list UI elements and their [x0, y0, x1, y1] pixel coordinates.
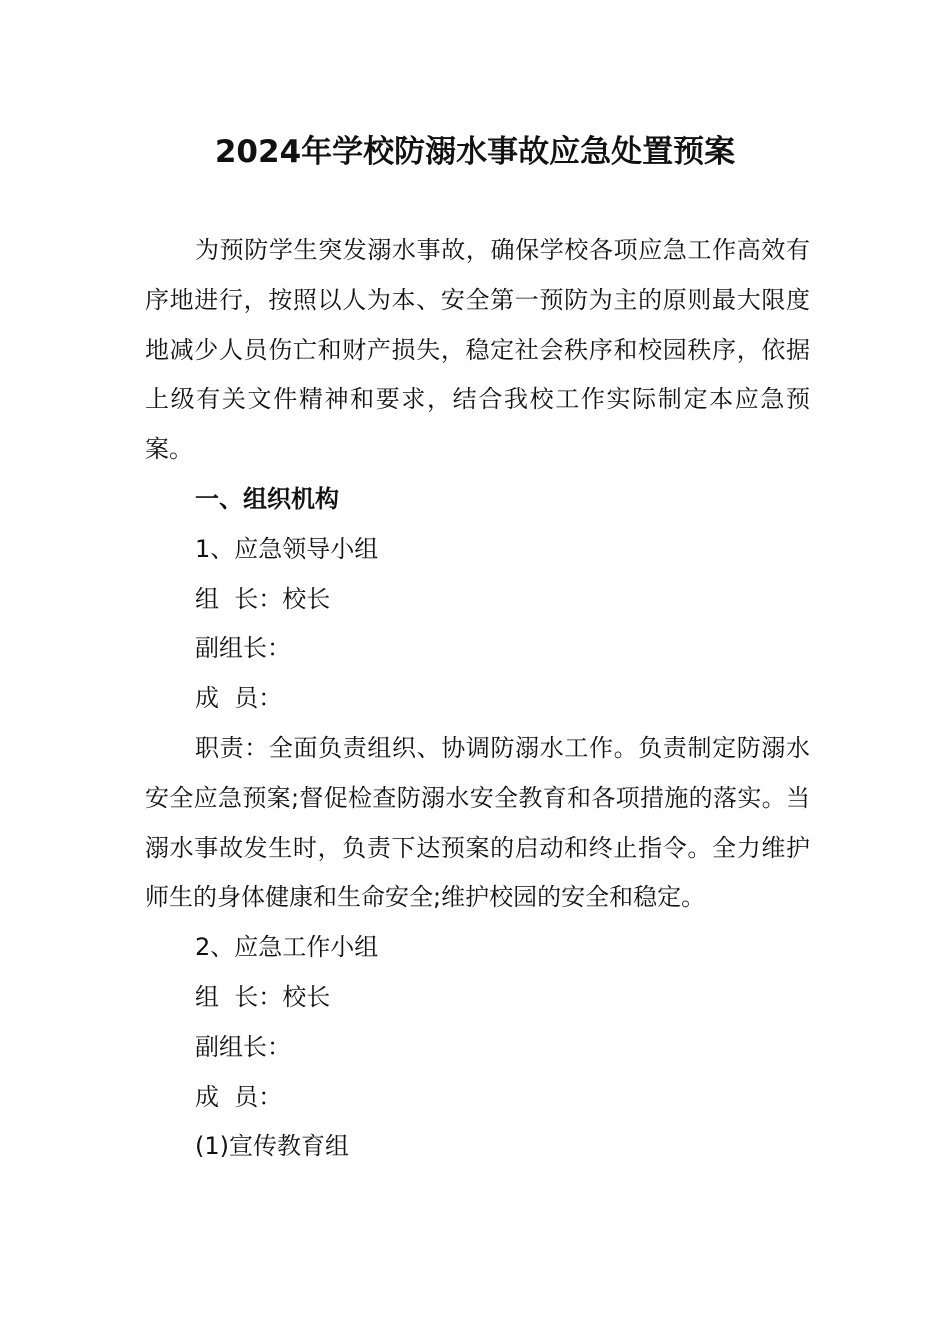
subsection-leadership-group: 1、应急领导小组: [195, 534, 379, 563]
document-title: 2024年学校防溺水事故应急处置预案: [214, 134, 736, 170]
duties-paragraph: 职责：全面负责组织、协调防溺水工作。负责制定防溺水安全应急预案;督促检查防溺水安全教育和各项措施的落实。当溺水事故发生时，负责下达预案的启动和终止指令。全力维护师生的身体健康和生命安全;维护校园的安全和稳定。: [145, 733, 810, 912]
deputy-leader-line: 副组长：: [195, 634, 291, 663]
publicity-education-group: (1)宣传教育组: [195, 1132, 349, 1161]
working-deputy-leader-line: 副组长：: [195, 1032, 291, 1061]
section-heading-organization: 一、组织机构: [195, 484, 339, 513]
document-body: [145, 226, 810, 1172]
working-leader-line: 组 长：校长: [195, 982, 331, 1011]
leader-line: 组 长：校长: [195, 584, 331, 613]
intro-paragraph: 为预防学生突发溺水事故，确保学校各项应急工作高效有序地进行，按照以人为本、安全第一预防为主的原则最大限度地减少人员伤亡和财产损失，稳定社会秩序和校园秩序，依据上级有关文件精神和要求，结合我校工作实际制定本应急预案。: [145, 236, 810, 464]
members-line: 成 员：: [195, 684, 283, 713]
subsection-working-group: 2、应急工作小组: [195, 933, 379, 962]
working-members-line: 成 员：: [195, 1082, 283, 1111]
